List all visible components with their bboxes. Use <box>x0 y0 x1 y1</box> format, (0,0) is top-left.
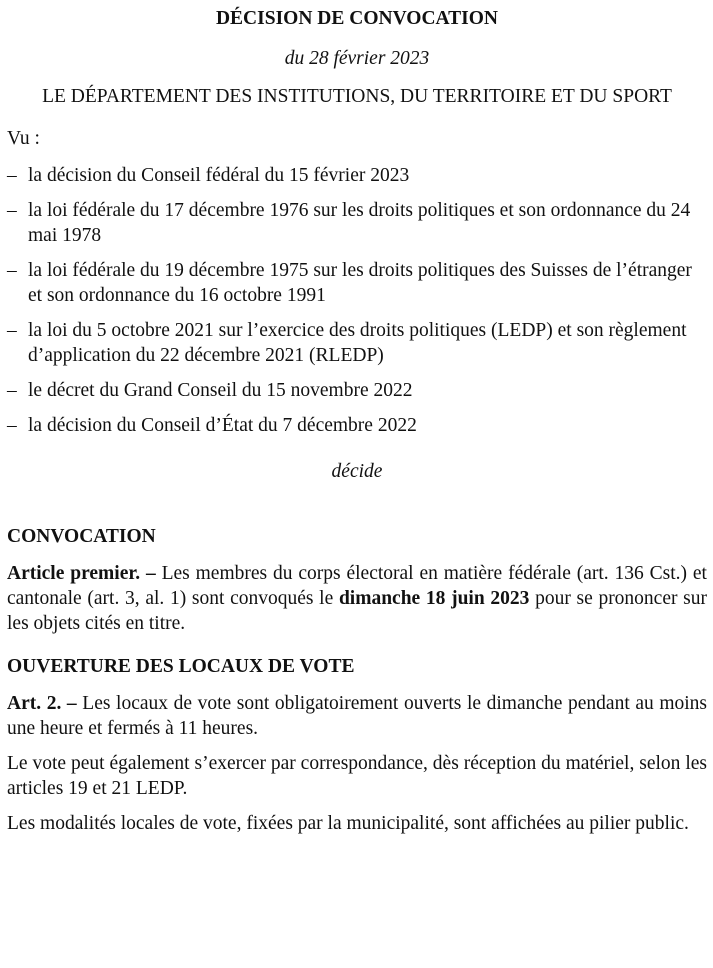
section-heading-convocation: CONVOCATION <box>7 526 156 547</box>
document-date: du 28 février 2023 <box>284 48 430 69</box>
section-heading-ouverture: OUVERTURE DES LOCAUX DE VOTE <box>7 656 355 677</box>
article-label: Art. 2. – <box>7 693 77 714</box>
considerants-intro: Vu : <box>7 128 40 149</box>
article-premier <box>7 561 707 636</box>
considerant-text: la loi du 5 octobre 2021 sur l’exercice des droits politiques (LEDP) et son règlement d’application du 22 décembre 2021 (RLEDP) <box>28 320 687 366</box>
considerant-item <box>7 163 707 188</box>
article-text: Les locaux de vote sont obligatoirement ouverts le dimanche pendant au moins une heure et fermés à 11 heures. <box>7 693 708 739</box>
considerant-text: le décret du Grand Conseil du 15 novembre 2022 <box>28 380 413 401</box>
dash-bullet: – <box>7 165 17 186</box>
article-text: pour se prononcer sur les objets cités en titre. <box>7 588 708 634</box>
considerant-text: la loi fédérale du 17 décembre 1976 sur les droits politiques et son ordonnance du 24 mai 1978 <box>28 200 691 246</box>
considerant-item <box>7 413 707 438</box>
document-title: DÉCISION DE CONVOCATION <box>215 8 499 29</box>
dash-bullet: – <box>7 200 17 221</box>
considerant-text: la loi fédérale du 19 décembre 1975 sur les droits politiques des Suisses de l’étranger et son ordonnance du 16 octobre 1991 <box>28 260 692 306</box>
considerant-item <box>7 258 707 308</box>
dash-bullet: – <box>7 415 17 436</box>
dash-bullet: – <box>7 380 17 401</box>
vote-date-highlight: dimanche 18 juin 2023 <box>338 588 530 609</box>
considerant-item <box>7 198 707 248</box>
considerant-text: la décision du Conseil d’État du 7 décembre 2022 <box>28 415 417 436</box>
considerants-list <box>7 163 707 438</box>
article-label: Article premier. – <box>7 563 156 584</box>
considerant-item <box>7 378 707 403</box>
issuing-department: LE DÉPARTEMENT DES INSTITUTIONS, DU TERRITOIRE ET DU SPORT <box>42 86 672 107</box>
article-2 <box>7 691 707 741</box>
considerant-text: la décision du Conseil fédéral du 15 février 2023 <box>28 165 410 186</box>
article-text: Les membres du corps électoral en matière fédérale (art. 136 Cst.) et cantonale (art. 3, al. 1) sont convoqués le <box>7 563 707 609</box>
paragraph: Les modalités locales de vote, fixées par la municipalité, sont affichées au pilier public. <box>7 813 689 834</box>
decision-verb: décide <box>331 461 383 482</box>
dash-bullet: – <box>7 320 17 341</box>
dash-bullet: – <box>7 260 17 281</box>
paragraph: Le vote peut également s’exercer par correspondance, dès réception du matériel, selon les articles 19 et 21 LEDP. <box>7 753 707 799</box>
considerant-item <box>7 318 707 368</box>
